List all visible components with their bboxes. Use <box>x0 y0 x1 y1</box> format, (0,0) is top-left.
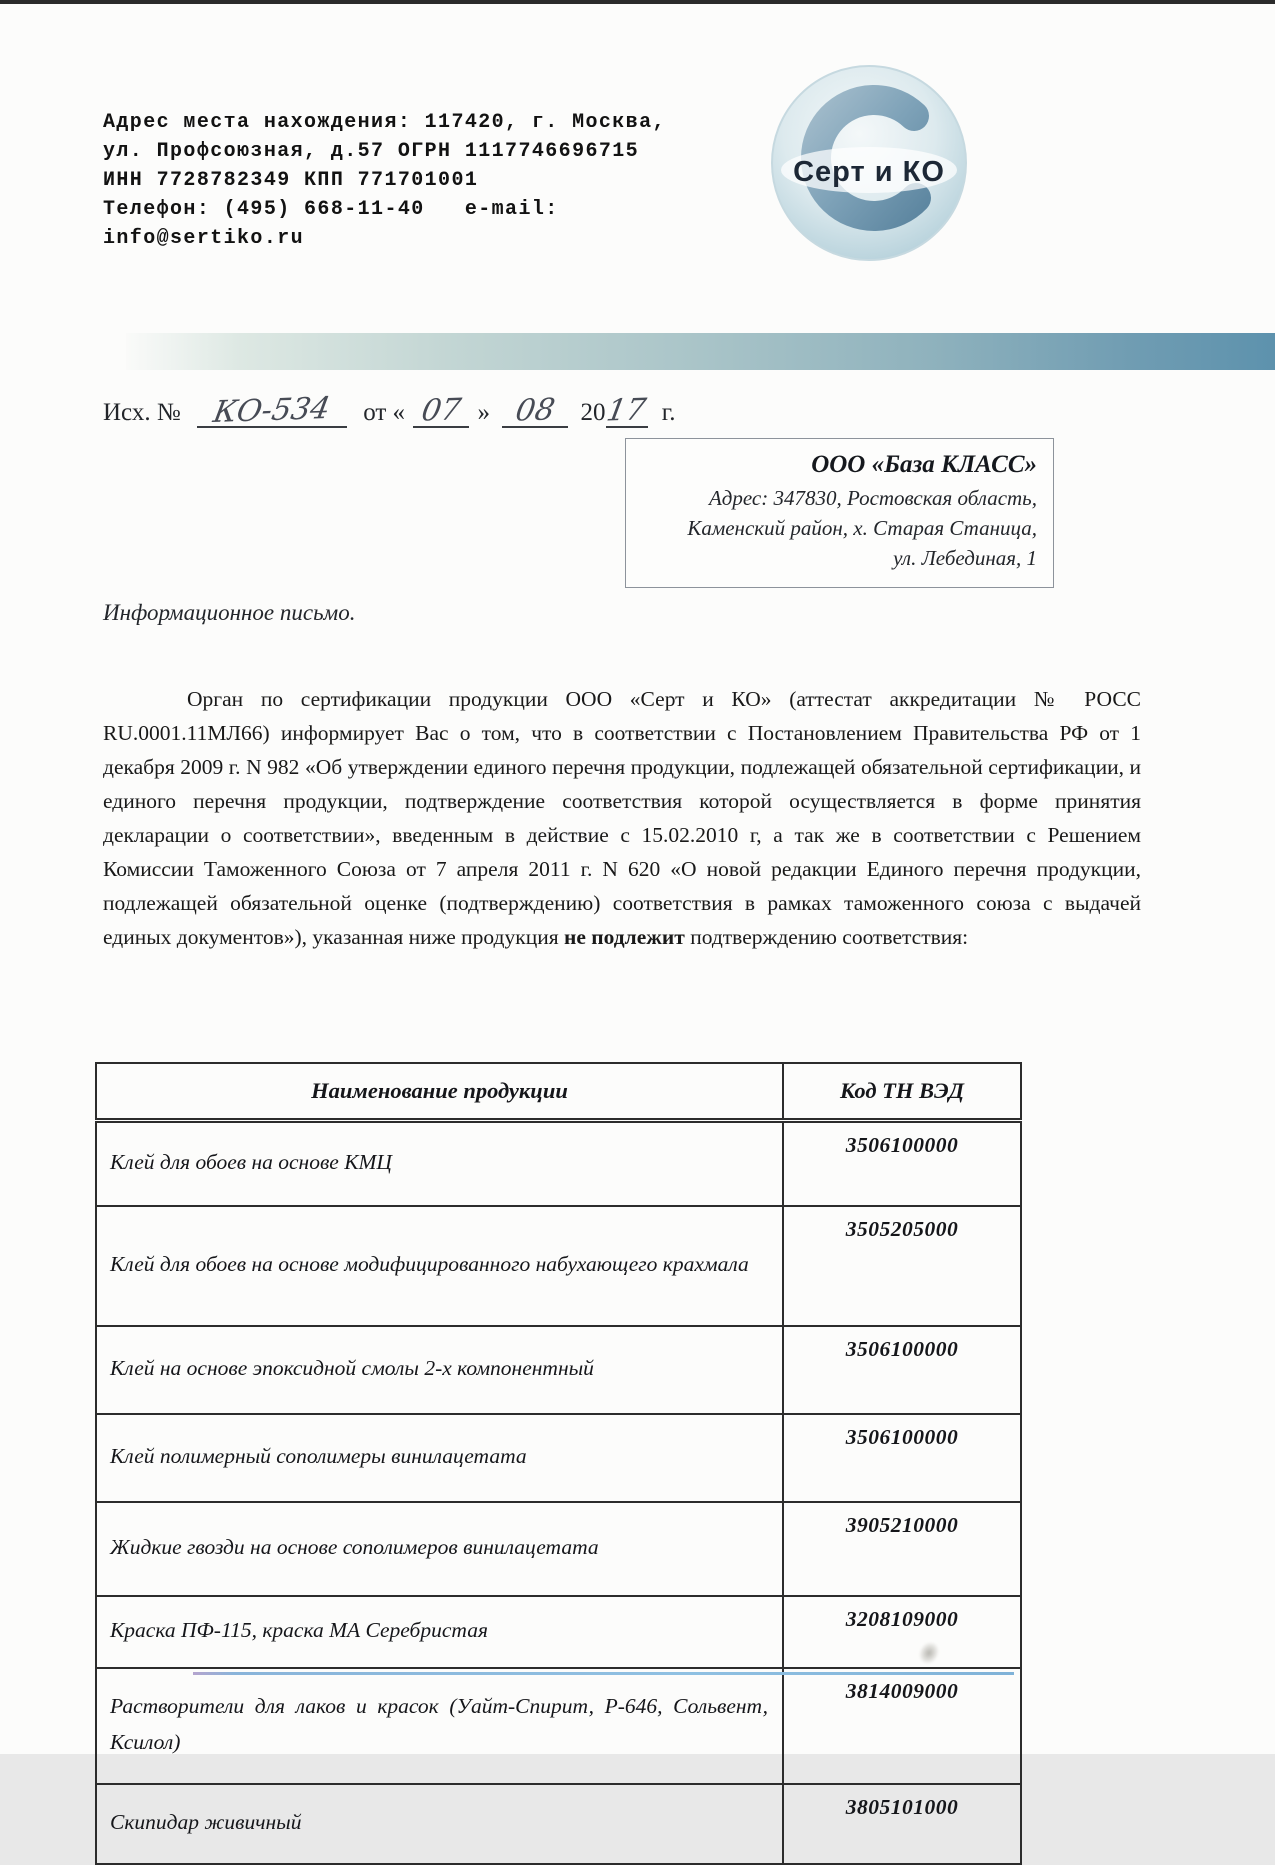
body-text-part1: Орган по сертификации продукции ООО «Серт и КО» (аттестат аккредитации № РОСС RU.0001.11МЛ66) информирует Вас о том, что в соответствии с Постановлением Правительства РФ от 1 декабря 2009 г. N 982 «Об утверждении единого перечня продукции, подлежащей обязательной сертификации, и единого перечня продукции, подтверждение соответствия которой осуществляется в форме принятия декларации о соответствии», введенным в действие с 15.02.2010 г, а так же в соответствии с Решением Комиссии Таможенного Союза от 7 апреля 2011 г. N 620 «О новой редакции Единого перечня продукции, подлежащей обязательной оценке (подтверждению) соответствия в рамках таможенного союза с выдачей единых документов»), указанная ниже продукция <box>103 687 1141 949</box>
year-suffix: г. <box>661 399 676 426</box>
product-code-cell: 3505205000 <box>783 1206 1021 1326</box>
table-header-row <box>96 1063 1021 1121</box>
product-name-cell: Клей полимерный сополимеры винилацетата <box>96 1414 783 1502</box>
reference-quote-close: » <box>477 399 491 426</box>
year-blank <box>604 392 649 429</box>
handwritten-year: 17 <box>604 392 649 429</box>
product-name-cell: Краска ПФ-115, краска МА Серебристая <box>96 1596 783 1668</box>
letter-subject: Информационное письмо. <box>103 600 356 625</box>
product-table-body <box>96 1121 1021 1865</box>
handwritten-doc-number: КО-534 <box>210 391 334 431</box>
recipient-name: ООО «База КЛАСС» <box>811 451 1037 478</box>
footer-accent-line <box>193 1672 1014 1675</box>
body-bold-phrase: не подлежит <box>563 925 685 949</box>
product-code-cell: 3805101000 <box>783 1784 1021 1864</box>
product-code-cell: 3506100000 <box>783 1326 1021 1414</box>
table-row <box>96 1596 1021 1668</box>
logo-badge-icon <box>768 62 970 264</box>
product-name-cell: Клей на основе эпоксидной смолы 2-х компонентный <box>96 1326 783 1414</box>
product-name-cell: Жидкие гвозди на основе сополимеров винилацетата <box>96 1502 783 1596</box>
column-header-product-name: Наименование продукции <box>96 1063 783 1121</box>
letter-body-paragraph <box>103 682 1141 954</box>
reference-line <box>103 391 676 431</box>
body-text-part2: подтверждению соответствия: <box>684 925 969 949</box>
sender-line: ИНН 7728782349 КПП 771701001 <box>103 169 479 192</box>
day-blank <box>413 392 469 429</box>
logo-text: Серт и КО <box>793 156 945 188</box>
product-code-cell: 3506100000 <box>783 1414 1021 1502</box>
recipient-address-box <box>625 438 1054 588</box>
month-blank <box>502 392 568 429</box>
sender-line: ул. Профсоюзная, д.57 ОГРН 1117746696715 <box>103 140 640 163</box>
table-row <box>96 1668 1021 1784</box>
recipient-address-line: Каменский район, х. Старая Станица, <box>687 516 1037 540</box>
reference-prefix: Исх. № <box>103 399 181 426</box>
year-printed: 20 <box>580 399 606 426</box>
sert-i-ko-logo <box>768 62 970 264</box>
product-code-cell: 3208109000 <box>783 1596 1021 1668</box>
handwritten-month: 08 <box>513 392 558 429</box>
recipient-address-line: Адрес: 347830, Ростовская область, <box>708 486 1037 510</box>
product-code-cell: 3905210000 <box>783 1502 1021 1596</box>
product-name-cell: Клей для обоев на основе модифицированного набухающего крахмала <box>96 1206 783 1326</box>
product-name-cell: Клей для обоев на основе КМЦ <box>96 1121 783 1207</box>
product-codes-table <box>95 1062 1022 1865</box>
sender-email: info@sertiko.ru <box>103 227 305 250</box>
product-name-cell: Растворители для лаков и красок (Уайт-Спирит, Р-646, Сольвент, Ксилол) <box>96 1668 783 1784</box>
product-code-cell: 3814009000 <box>783 1668 1021 1784</box>
table-row <box>96 1414 1021 1502</box>
table-row <box>96 1206 1021 1326</box>
reference-from-label: от « <box>363 399 406 426</box>
recipient-address-line: ул. Лебединая, 1 <box>893 546 1037 570</box>
sender-line: Телефон: (495) 668-11-40 e-mail: <box>103 198 559 221</box>
doc-number-blank <box>197 391 347 431</box>
product-name-cell: Скипидар живичный <box>96 1784 783 1864</box>
table-row <box>96 1784 1021 1864</box>
table-row <box>96 1502 1021 1596</box>
product-code-cell: 3506100000 <box>783 1121 1021 1207</box>
table-row <box>96 1121 1021 1207</box>
handwritten-day: 07 <box>419 392 464 429</box>
header-gradient-band <box>126 333 1275 370</box>
sender-line: Адрес места нахождения: 117420, г. Москва, <box>103 111 666 134</box>
table-row <box>96 1326 1021 1414</box>
scan-top-edge <box>0 0 1275 4</box>
sender-details-block <box>103 108 666 253</box>
column-header-tnved-code: Код ТН ВЭД <box>783 1063 1021 1121</box>
